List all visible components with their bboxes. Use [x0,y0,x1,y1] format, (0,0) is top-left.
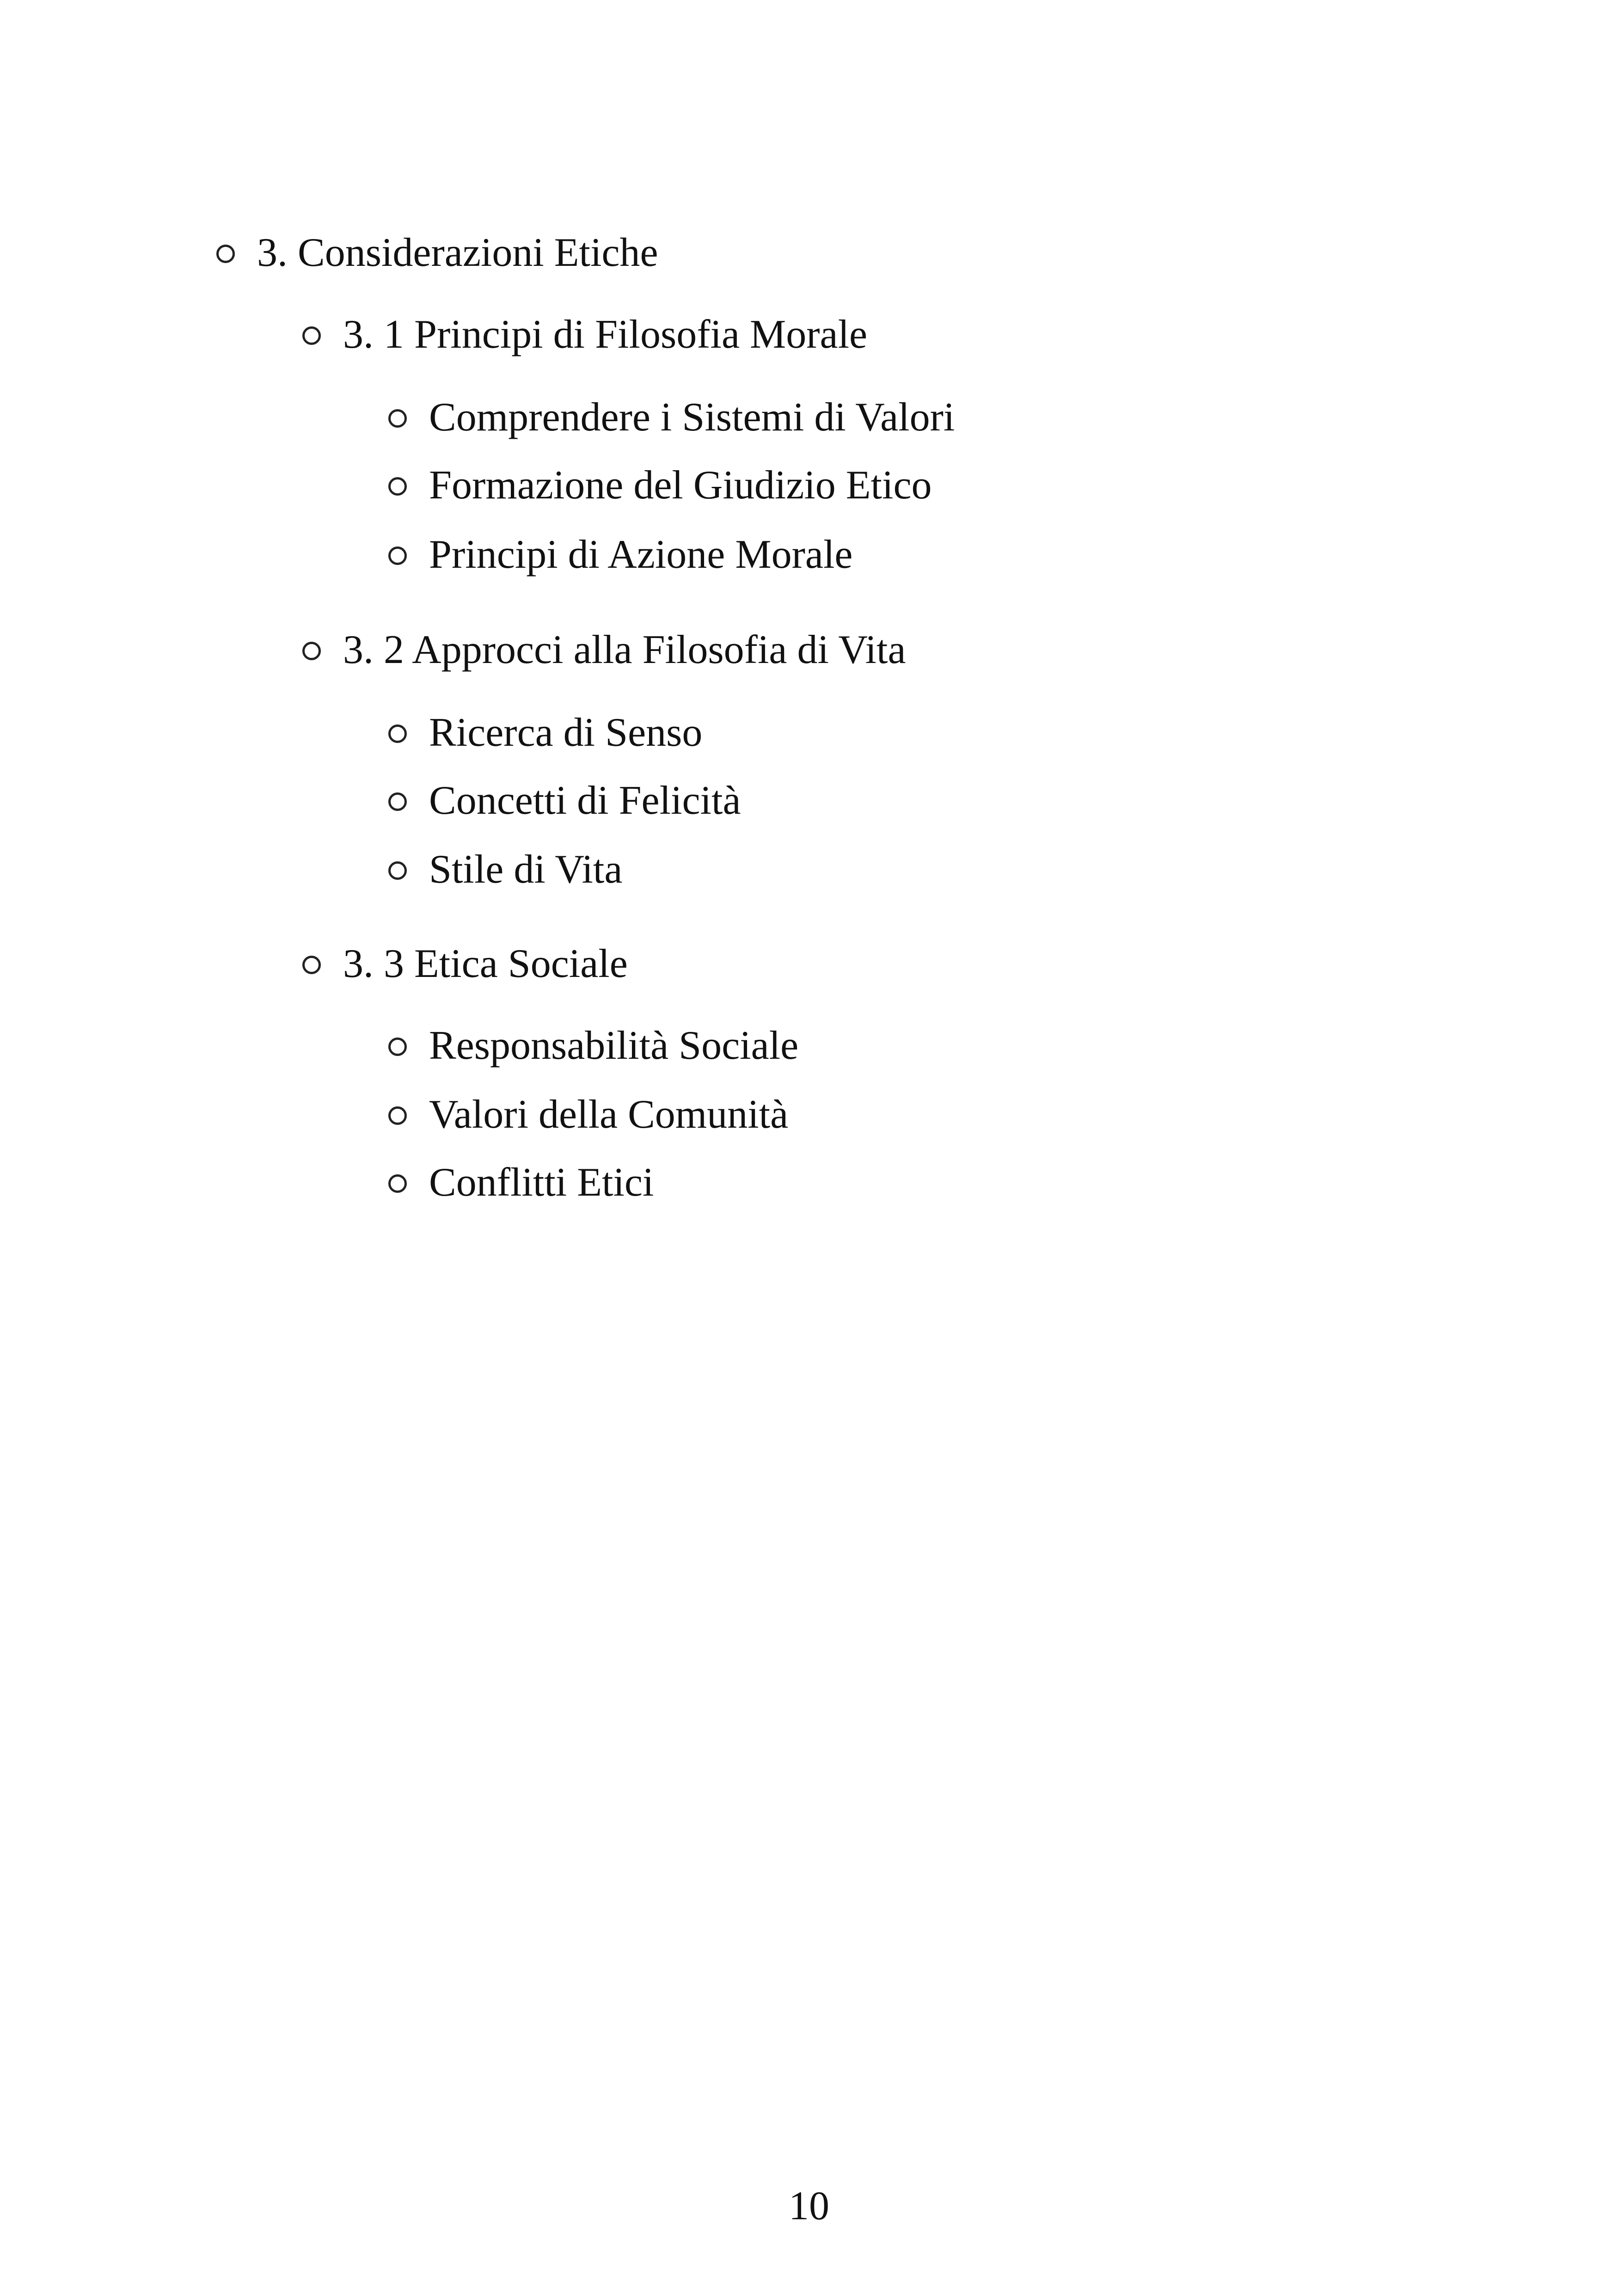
hollow-circle-bullet-icon [216,245,235,263]
outline-section-heading [216,230,658,276]
subsection-title: 3. 3 Etica Sociale [343,941,628,986]
outline-list-item [388,778,741,824]
hollow-circle-bullet-icon [302,326,321,345]
hollow-circle-bullet-icon [388,546,407,565]
outline-list-item [388,1160,654,1206]
hollow-circle-bullet-icon [388,409,407,428]
outline-list-item [388,1023,798,1069]
hollow-circle-bullet-icon [388,861,407,880]
subsection-title: 3. 2 Approcci alla Filosofia di Vita [343,627,906,672]
list-item-label: Ricerca di Senso [429,710,703,755]
list-item-label: Principi di Azione Morale [429,532,853,577]
outline-list-item [388,394,955,441]
hollow-circle-bullet-icon [388,792,407,811]
list-item-label: Comprendere i Sistemi di Valori [429,395,955,440]
outline-list-item [388,532,852,578]
section-title: 3. Considerazioni Etiche [257,230,658,275]
hollow-circle-bullet-icon [302,956,321,974]
hollow-circle-bullet-icon [388,477,407,496]
list-item-label: Conflitti Etici [429,1160,654,1205]
list-item-label: Concetti di Felicità [429,778,741,823]
hollow-circle-bullet-icon [302,642,321,660]
outline-list-item [388,710,702,756]
hollow-circle-bullet-icon [388,1174,407,1193]
hollow-circle-bullet-icon [388,1106,407,1125]
list-item-label: Responsabilità Sociale [429,1023,799,1068]
list-item-label: Stile di Vita [429,847,623,892]
outline-list-item [388,847,622,893]
subsection-title: 3. 1 Principi di Filosofia Morale [343,312,868,357]
list-item-label: Formazione del Giudizio Etico [429,463,932,508]
page-number: 10 [789,2184,829,2228]
outline-subsection-heading [302,627,906,673]
hollow-circle-bullet-icon [388,724,407,743]
hollow-circle-bullet-icon [388,1037,407,1056]
outline-subsection-heading [302,312,867,358]
outline-subsection-heading [302,941,628,987]
outline-list-item [388,1092,788,1138]
list-item-label: Valori della Comunità [429,1092,789,1137]
outline-list-item [388,462,932,509]
